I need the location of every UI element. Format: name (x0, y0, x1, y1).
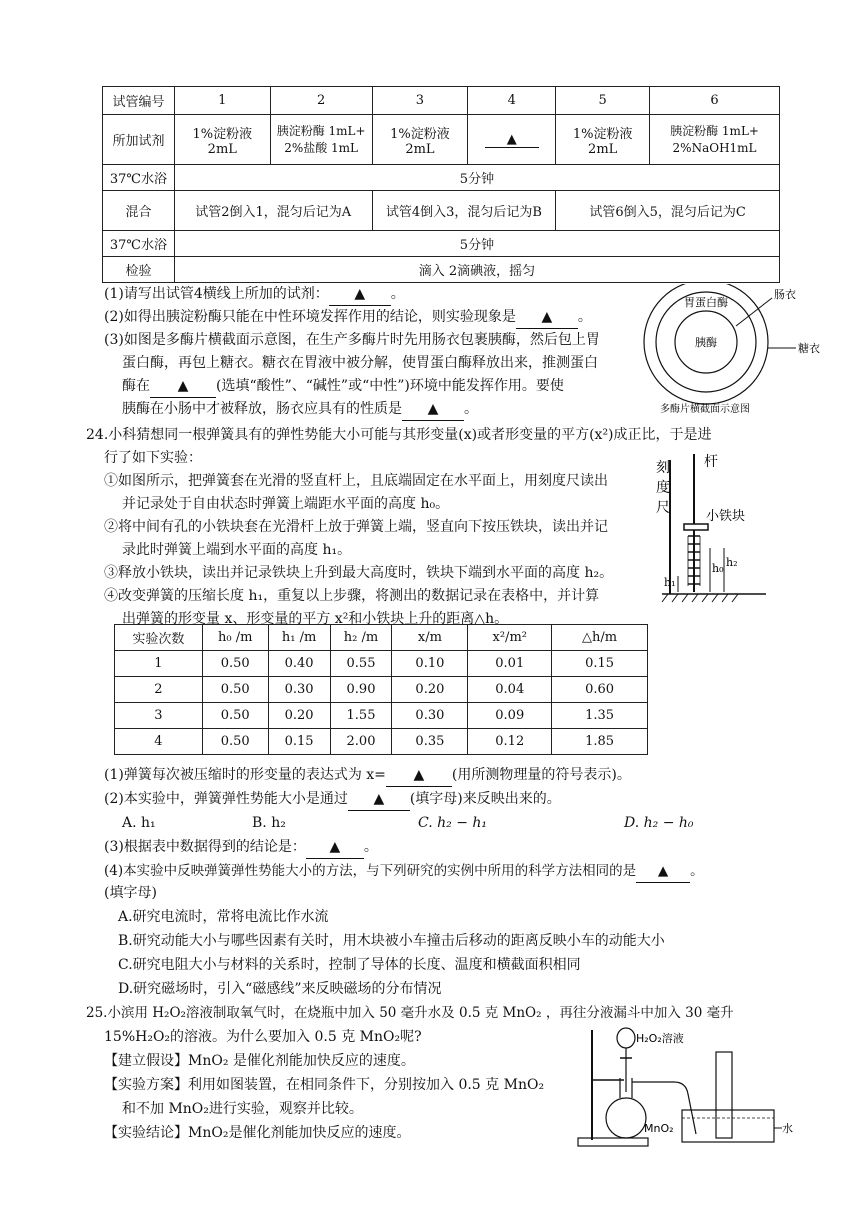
reagent-cell: 1%淀粉液 2mL (174, 115, 270, 165)
q24-step2a: ②将中间有孔的小铁块套在光滑杆上放于弹簧上端，竖直向下按压铁块，读出并记 (104, 519, 608, 535)
q25-line2: 15%H₂O₂的溶液。为什么要加入 0.5 克 MnO₂呢? (104, 1029, 422, 1045)
table-cell: 0.35 (392, 729, 468, 755)
header-cell: 5 (556, 87, 650, 115)
water-label: 水 (782, 1122, 793, 1135)
h2-label: h₂ (726, 556, 738, 569)
table-cell: 0.40 (268, 651, 330, 677)
table-cell: 0.12 (468, 729, 552, 755)
table-cell: 2 (115, 677, 203, 703)
table-cell: 0.60 (552, 677, 648, 703)
table-cell: 0.50 (202, 677, 268, 703)
tablet-cross-section-diagram (636, 284, 836, 418)
table-cell: 1.85 (552, 729, 648, 755)
table-cell: 0.50 (202, 703, 268, 729)
table-cell: 1.35 (552, 703, 648, 729)
table-cell: 0.30 (268, 677, 330, 703)
reagent-cell-blank (468, 115, 556, 165)
table-cell: 2.00 (330, 729, 392, 755)
header-cell: △h/m (552, 625, 648, 651)
q24-step1b: 并记录处于自由状态时弹簧上端距水平面的高度 h₀。 (122, 496, 450, 512)
table-cell: 0.04 (468, 677, 552, 703)
table-cell: 0.20 (268, 703, 330, 729)
table-cell: 0.15 (552, 651, 648, 677)
answer-blank[interactable]: ▲ (386, 764, 452, 787)
option-b[interactable]: B. h₂ (252, 815, 286, 831)
choice-b[interactable]: B.研究动能大小与哪些因素有关时，用木块被小车撞击后移动的距离反映小车的动能大小 (118, 933, 665, 949)
table-cell: 4 (115, 729, 203, 755)
q25-conclusion: 【实验结论】MnO₂是催化剂能加快反应的速度。 (104, 1125, 411, 1141)
header-cell: 3 (372, 87, 468, 115)
q24-intro-1: 24.小科猜想同一根弹簧具有的弹性势能大小可能与其形变量(x)或者形变量的平方(x²)成正比，于是进 (86, 427, 712, 443)
iron-block (684, 524, 708, 530)
table-row (115, 651, 648, 677)
table-cell: 0.20 (392, 677, 468, 703)
q24-step4b: 出弹簧的形变量 x、形变量的平方 x²和小铁块上升的距离△h。 (122, 611, 509, 627)
q24-part4: (4)本实验中反映弹簧弹性势能大小的方法，与下列研究的实例中所用的科学方法相同的是 ▲ 。 (104, 860, 704, 883)
choice-a[interactable]: A.研究电流时，常将电流比作水流 (118, 909, 329, 925)
q23-line2: (2)如得出胰淀粉酶只能在中性环境发挥作用的结论，则实验现象是 ▲ 。 (104, 306, 592, 329)
ground-hatching (662, 594, 738, 602)
iron-stand-base (578, 1138, 648, 1146)
q25-plan-cont: 和不加 MnO₂进行实验，观察并比较。 (122, 1101, 363, 1117)
answer-blank[interactable]: ▲ (516, 306, 578, 329)
header-cell: 实验次数 (115, 625, 203, 651)
h2o2-label: H₂O₂溶液 (636, 1032, 684, 1045)
spring-data-table (114, 624, 648, 755)
header-cell: x/m (392, 625, 468, 651)
ruler-label-3: 尺 (656, 500, 670, 516)
answer-blank[interactable]: ▲ (329, 283, 391, 306)
graduated-cylinder (716, 1052, 732, 1138)
header-cell: 2 (270, 87, 372, 115)
reagent-cell: 胰淀粉酶 1mL+ 2%NaOH1mL (650, 115, 780, 165)
header-cell: h₁ /m (268, 625, 330, 651)
q24-step3: ③释放小铁块，读出并记录铁块上升到最大高度时，铁块下端到水平面的高度 h₂。 (104, 565, 614, 581)
table-row (115, 625, 648, 651)
table-cell: 0.15 (268, 729, 330, 755)
row-label: 检验 (103, 257, 175, 283)
answer-blank[interactable]: ▲ (150, 375, 216, 398)
row-label: 所加试剂 (103, 115, 175, 165)
enteric-coat-label: 肠衣 (774, 288, 796, 301)
bath-cell: 5分钟 (174, 231, 779, 257)
option-d[interactable]: D. h₂ − h₀ (624, 815, 694, 831)
mix-cell: 试管6倒入5，混匀后记为C (556, 191, 780, 231)
table-cell: 0.50 (202, 651, 268, 677)
q25-line1: 25.小滨用 H₂O₂溶液制取氧气时，在烧瓶中加入 50 毫升水及 0.5 克 MnO₂ ，再往分液漏斗中加入 30 毫升 (86, 1005, 734, 1021)
table-row (115, 703, 648, 729)
answer-blank[interactable]: ▲ (485, 132, 539, 148)
sugar-coat-label: 糖衣 (798, 342, 820, 355)
reagent-cell: 1%淀粉液 2mL (556, 115, 650, 165)
table-cell: 0.55 (330, 651, 392, 677)
row-label: 37℃水浴 (103, 165, 175, 191)
reagent-cell: 1%淀粉液 2mL (372, 115, 468, 165)
answer-blank[interactable]: ▲ (402, 398, 464, 421)
separatory-funnel (617, 1028, 635, 1048)
h1-label: h₁ (664, 576, 676, 589)
q24-step1a: ①如图所示，把弹簧套在光滑的竖直杆上，且底端固定在水平面上，用刻度尺读出 (104, 473, 608, 489)
enzyme-experiment-table (102, 86, 780, 283)
table-cell: 3 (115, 703, 203, 729)
bath-cell: 5分钟 (174, 165, 779, 191)
row-label: 37℃水浴 (103, 231, 175, 257)
q24-intro-2: 行了如下实验： (104, 450, 202, 466)
q23-line6: 胰酶在小肠中才被释放，肠衣应具有的性质是 ▲ 。 (122, 398, 478, 421)
q23-line3: (3)如图是多酶片横截面示意图，在生产多酶片时先用肠衣包裹胰酶，然后包上胃 (104, 332, 600, 348)
header-cell: x²/m² (468, 625, 552, 651)
mix-cell: 试管4倒入3，混匀后记为B (372, 191, 556, 231)
answer-blank[interactable]: ▲ (636, 860, 690, 883)
table-row (103, 191, 780, 231)
water-trough (682, 1110, 774, 1142)
pancreatin-label: 胰酶 (695, 336, 717, 349)
q23-line4: 蛋白酶，再包上糖衣。糖衣在胃液中被分解，使胃蛋白酶释放出来，推测蛋白 (122, 355, 598, 371)
table-row (115, 677, 648, 703)
table-cell: 1.55 (330, 703, 392, 729)
row-label: 混合 (103, 191, 175, 231)
q23-line5: 酶在 ▲ (选填“酸性”、“碱性”或“中性”)环境中能发挥作用。要使 (122, 375, 564, 398)
table-row (103, 115, 780, 165)
table-cell: 1 (115, 651, 203, 677)
table-cell: 0.30 (392, 703, 468, 729)
ruler-label-2: 度 (656, 480, 670, 496)
header-cell: 1 (174, 87, 270, 115)
header-cell: h₂ /m (330, 625, 392, 651)
answer-blank[interactable]: ▲ (306, 836, 364, 859)
block-label: 小铁块 (706, 509, 746, 524)
q24-part4-note: (填字母) (104, 885, 157, 901)
oxygen-apparatus-diagram (574, 1024, 800, 1150)
ruler-label-1: 刻 (656, 460, 670, 476)
flask (606, 1098, 646, 1138)
header-cell: 4 (468, 87, 556, 115)
table-row (103, 231, 780, 257)
choice-c[interactable]: C.研究电阻大小与材料的关系时，控制了导体的长度、温度和横截面积相同 (118, 957, 581, 973)
q24-step4a: ④改变弹簧的压缩长度 h₁，重复以上步骤，将测出的数据记录在表格中，并计算 (104, 588, 600, 604)
q23-line1: (1)请写出试管4横线上所加的试剂： ▲ 。 (104, 283, 405, 306)
mno2-label: MnO₂ (644, 1122, 674, 1135)
q24-step2b: 录此时弹簧上端到水平面的高度 h₁。 (122, 542, 352, 558)
table-cell: 0.09 (468, 703, 552, 729)
q25-hypothesis: 【建立假设】MnO₂ 是催化剂能加快反应的速度。 (104, 1053, 415, 1069)
header-cell: 试管编号 (103, 87, 175, 115)
check-cell: 滴入 2滴碘液，摇匀 (174, 257, 779, 283)
q25-plan: 【实验方案】利用如图装置，在相同条件下，分别按加入 0.5 克 MnO₂ (104, 1077, 545, 1093)
q24-part2: (2)本实验中，弹簧弹性势能大小是通过 ▲ (填字母)来反映出来的。 (104, 788, 561, 811)
header-cell: h₀ /m (202, 625, 268, 651)
mix-cell: 试管2倒入1，混匀后记为A (174, 191, 372, 231)
option-c[interactable]: C. h₂ − h₁ (418, 815, 488, 831)
q24-part1: (1)弹簧每次被压缩时的形变量的表达式为 x= ▲ (用所测物理量的符号表示)。 (104, 764, 631, 787)
table-row (103, 165, 780, 191)
diagram-caption: 多酶片横截面示意图 (660, 404, 750, 415)
table-cell: 0.90 (330, 677, 392, 703)
h0-label: h₀ (712, 562, 724, 575)
table-row (115, 729, 648, 755)
table-row (103, 87, 780, 115)
answer-blank[interactable]: ▲ (348, 788, 410, 811)
choice-d[interactable]: D.研究磁场时，引入“磁感线”来反映磁场的分布情况 (118, 981, 442, 997)
q24-part3: (3)根据表中数据得到的结论是： ▲ 。 (104, 836, 378, 859)
table-cell: 0.50 (202, 729, 268, 755)
table-cell: 0.01 (468, 651, 552, 677)
spring-apparatus-diagram (654, 452, 774, 612)
option-a[interactable]: A. h₁ (122, 815, 156, 831)
rod-label: 杆 (704, 454, 718, 470)
reagent-cell: 胰淀粉酶 1mL+ 2%盐酸 1mL (270, 115, 372, 165)
pepsin-label: 胃蛋白酶 (684, 296, 728, 309)
table-cell: 0.10 (392, 651, 468, 677)
header-cell: 6 (650, 87, 780, 115)
table-row (103, 257, 780, 283)
